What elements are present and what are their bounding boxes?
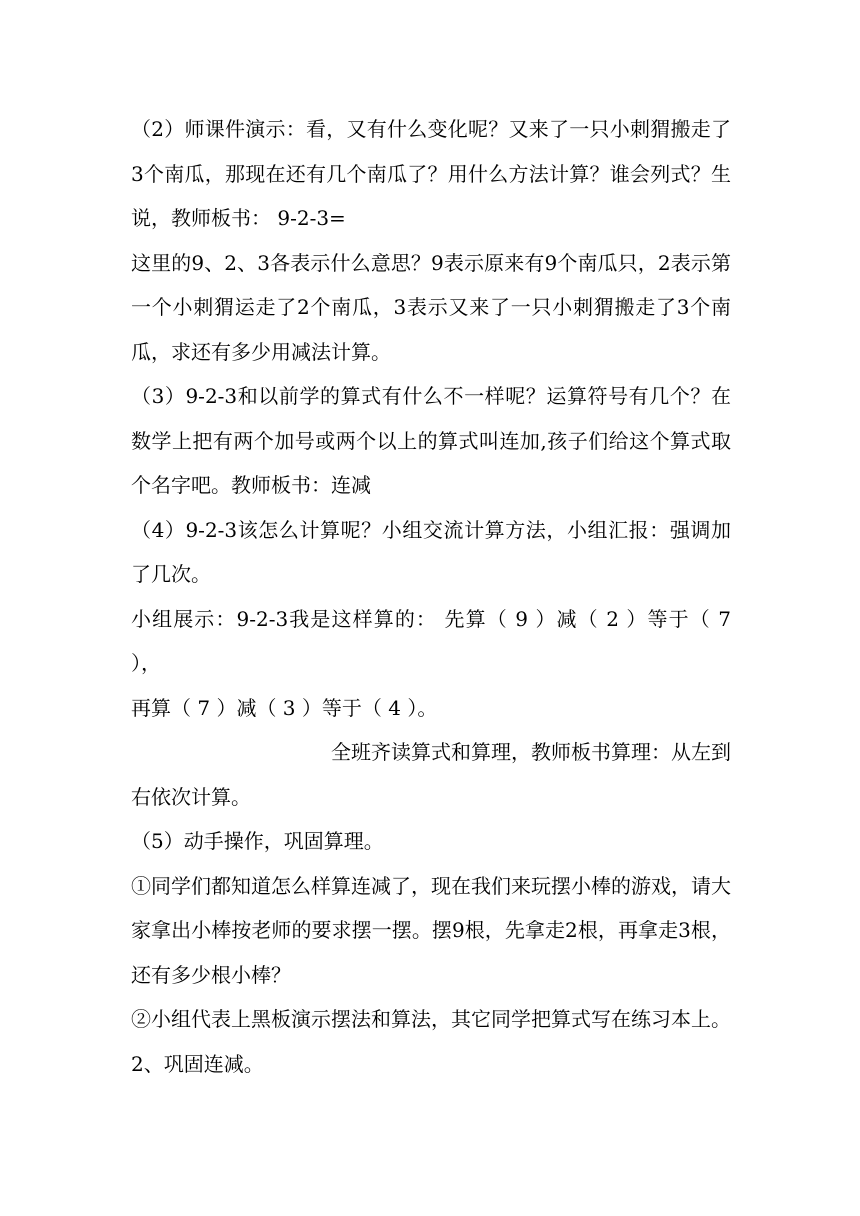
paragraph-activity-2: ②小组代表上黑板演示摆法和算法，其它同学把算式写在练习本上。: [131, 1007, 731, 1031]
paragraph-meaning: 这里的9、2、3各表示什么意思？9表示原来有9个南瓜只，2表示第一个小刺猬运走了2个南瓜，3表示又来了一只小刺猬搬走了3个南瓜，求还有多少用减法计算。: [131, 250, 731, 364]
paragraph-class-read: 全班齐读算式和算理，教师板书算理：从左到: [331, 740, 731, 764]
paragraph-demo-5: （5）动手操作，巩固算理。: [131, 829, 384, 853]
paragraph-activity-1: ①同学们都知道怎么样算连减了，现在我们来玩摆小棒的游戏，请大家拿出小棒按老师的要求摆一摆。摆9根，先拿走2根，再拿走3根，还有多少根小棒？: [131, 873, 731, 987]
paragraph-then-calc: 再算（ 7 ）减（ 3 ）等于（ 4 ）。: [131, 695, 438, 720]
paragraph-group-show: 小组展示：9-2-3我是这样算的： 先算（ 9 ）减（ 2 ）等于（ 7 ），: [131, 606, 731, 675]
document-body: [131, 107, 731, 1086]
paragraph-demo-4: （4）9-2-3该怎么计算呢？小组交流计算方法，小组汇报：强调加了几次。: [131, 517, 731, 586]
paragraph-left-to-right: 右依次计算。: [131, 784, 251, 809]
paragraph-demo-3: （3）9-2-3和以前学的算式有什么不一样呢？运算符号有几个？在数学上把有两个加号或两个以上的算式叫连加,孩子们给这个算式取个名字吧。教师板书：连减: [131, 384, 731, 497]
section-heading-consolidate: 2、巩固连减。: [131, 1051, 264, 1076]
paragraph-demo-2: （2）师课件演示：看，又有什么变化呢？又来了一只小刺猬搬走了3个南瓜，那现在还有几个南瓜了？用什么方法计算？谁会列式？生说，教师板书： 9-2-3=: [131, 117, 731, 230]
